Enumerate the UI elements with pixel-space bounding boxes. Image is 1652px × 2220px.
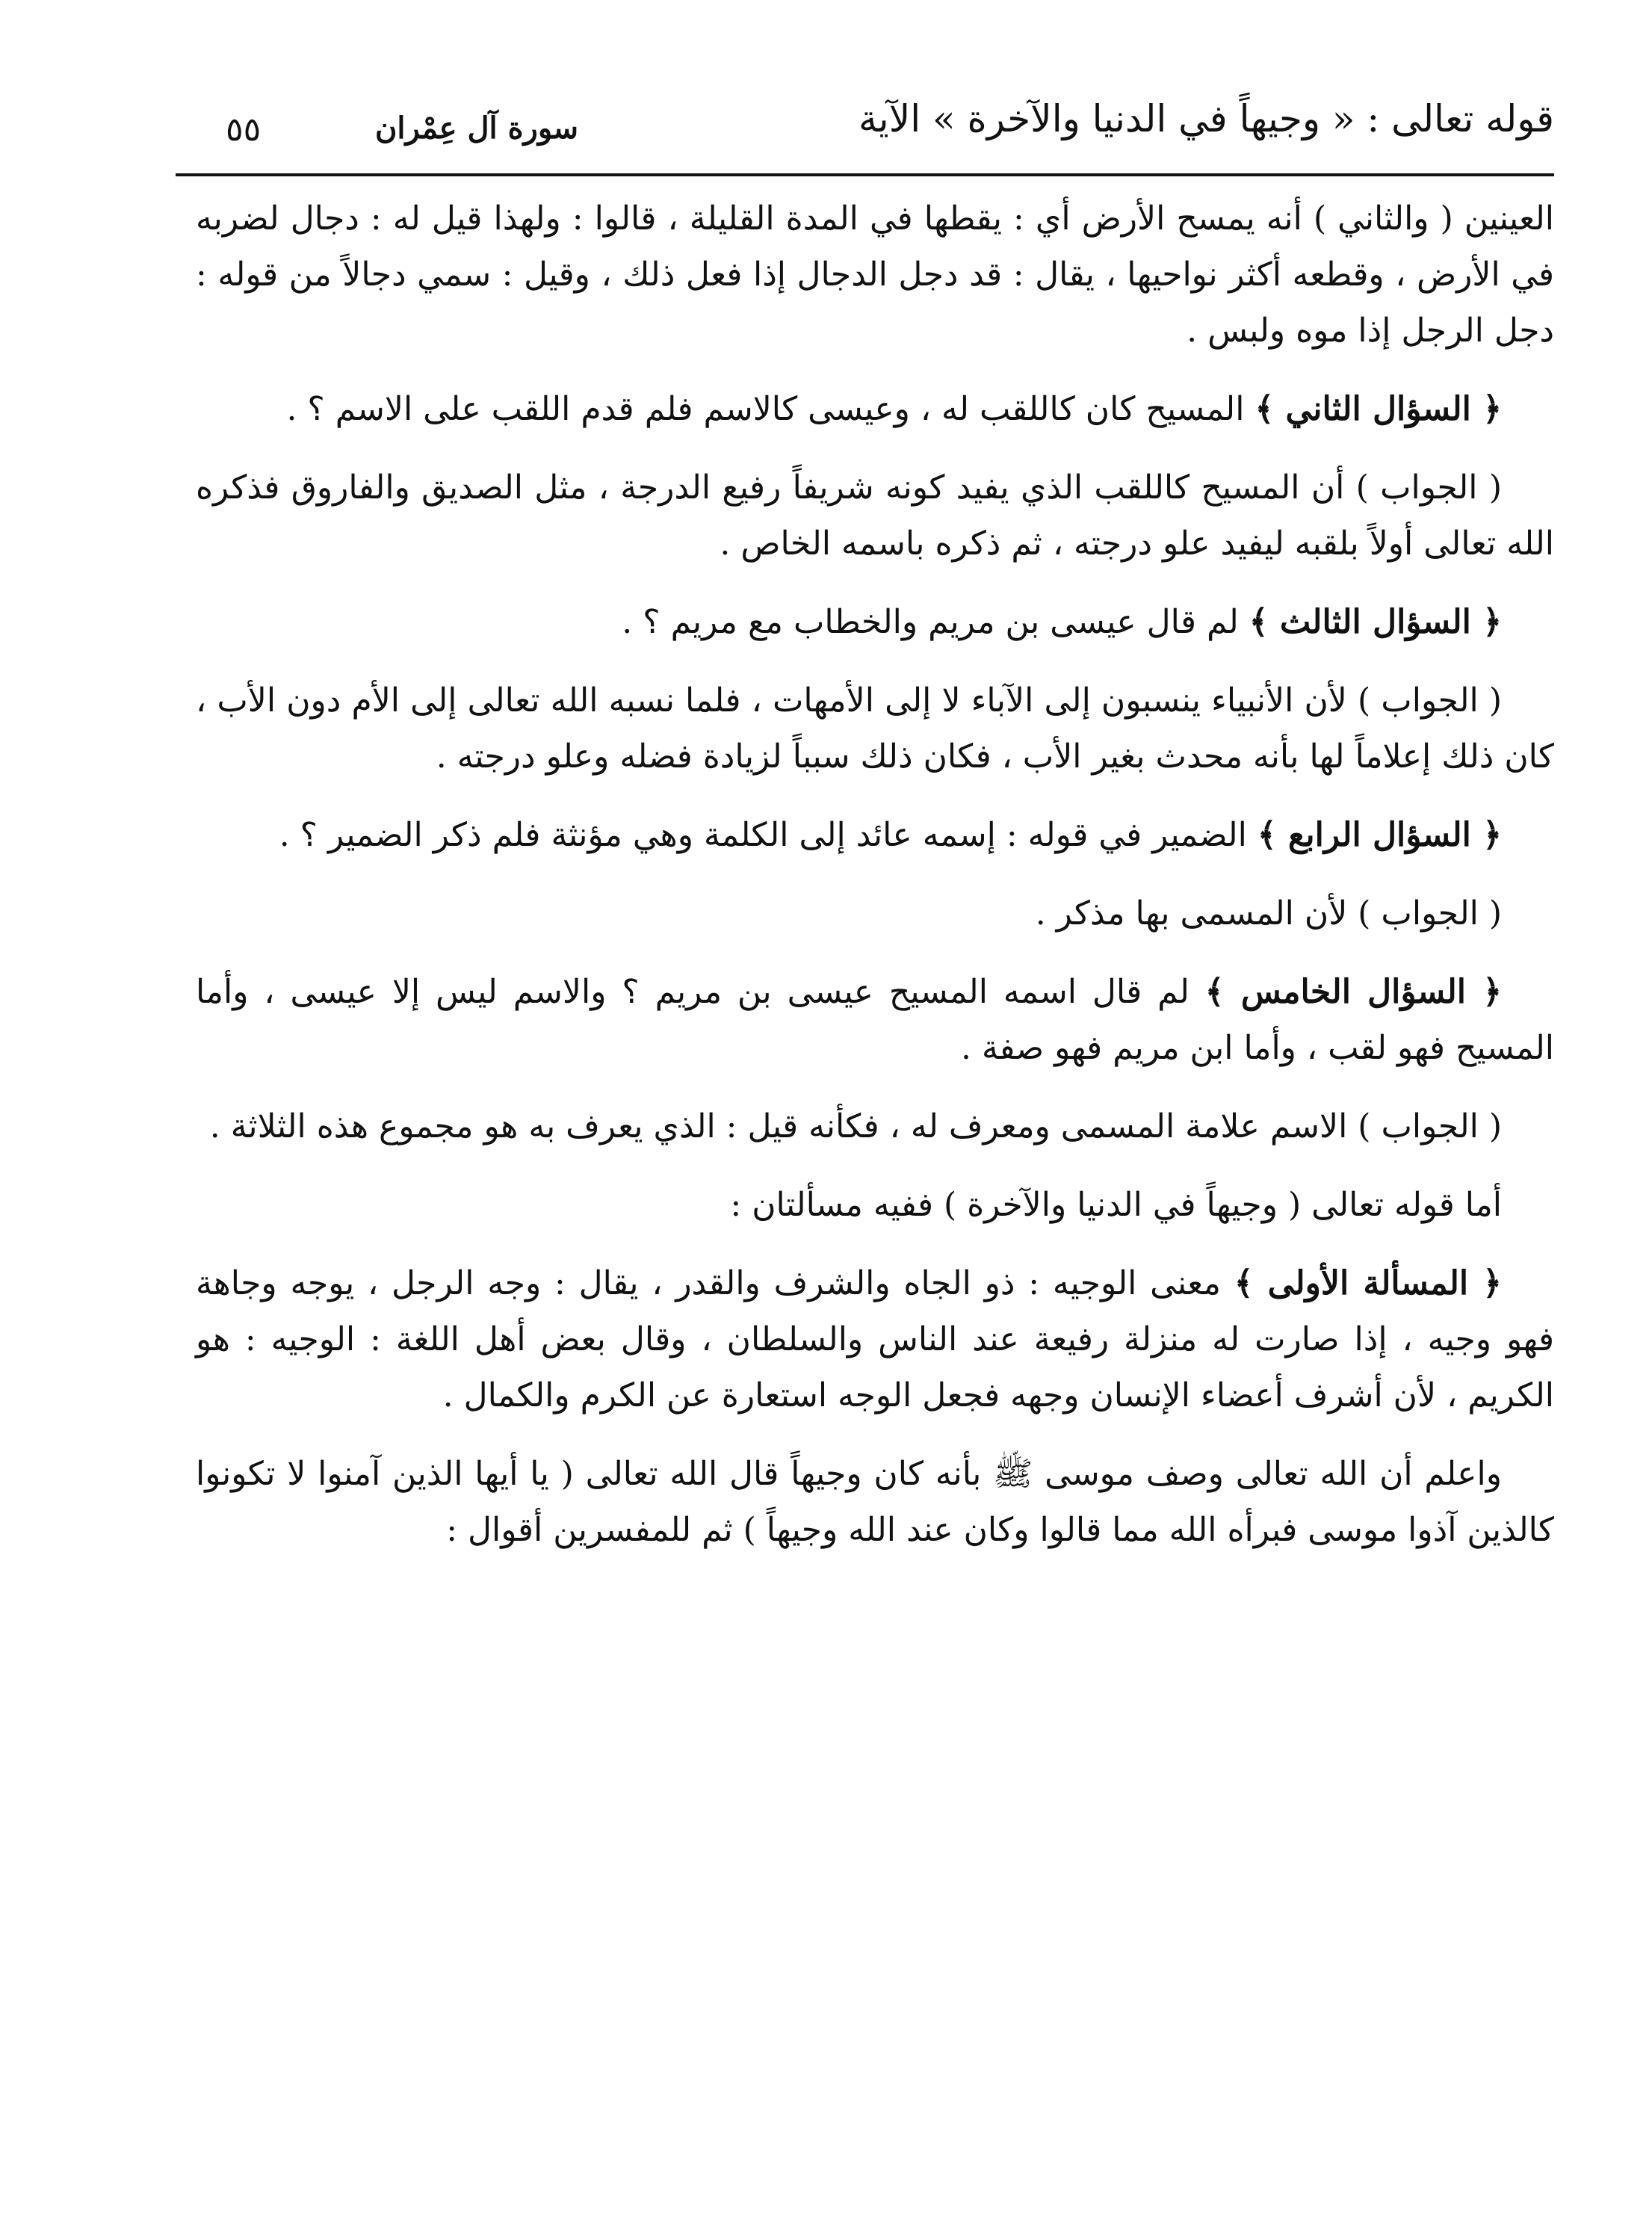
question-5-paragraph xyxy=(196,964,1554,1076)
paragraph-text: ( الجواب ) لأن المسمى بها مذكر . xyxy=(1035,894,1502,933)
answer-4-paragraph xyxy=(196,885,1554,942)
paragraph-1 xyxy=(196,191,1554,359)
paragraph-text: العينين ( والثاني ) أنه يمسح الأرض أي : يقطها في المدة القليلة ، قالوا : ولهذا قيل له : دجال لضربه في الأرض ، وقطعه أكثر نواحيها ، يقال : قد دجل الدجال إذا فعل ذلك ، وقيل : سمي دجالاً من قوله : دجل الرجل إذا موه ولبس . xyxy=(196,200,1554,350)
paragraph-text: ( الجواب ) أن المسيح كاللقب الذي يفيد كونه شريفاً رفيع الدرجة ، مثل الصديق والفاروق فذكره الله تعالى أولاً بلقبه ليفيد علو درجته ، ثم ذكره باسمه الخاص . xyxy=(196,469,1554,563)
paragraph-text: ( الجواب ) الاسم علامة المسمى ومعرف له ، فكأنه قيل : الذي يعرف به هو مجموع هذه الثلاثة . xyxy=(209,1107,1502,1145)
closing-paragraph xyxy=(196,1446,1554,1558)
header-surah-name: سورة آل عِمْران xyxy=(375,111,579,146)
verse-intro-paragraph xyxy=(196,1177,1554,1233)
paragraph-text: أما قوله تعالى ( وجيهاً في الدنيا والآخرة ) ففيه مسألتان : xyxy=(730,1186,1502,1224)
paragraph-text: لم قال عيسى بن مريم والخطاب مع مريم ؟ . xyxy=(622,603,1239,641)
question-label: ﴿ السؤال الرابع ﴾ xyxy=(1257,816,1502,854)
page-number: ٥٥ xyxy=(226,111,262,149)
running-header xyxy=(196,90,1554,172)
answer-3-paragraph xyxy=(196,673,1554,785)
question-label: ﴿ السؤال الثالث ﴾ xyxy=(1249,603,1502,641)
header-divider xyxy=(176,173,1554,176)
issue-1-paragraph xyxy=(196,1255,1554,1423)
question-2-paragraph xyxy=(196,381,1554,437)
question-label: ﴿ السؤال الثاني ﴾ xyxy=(1255,390,1502,428)
paragraph-text: واعلم أن الله تعالى وصف موسى ﷺ بأنه كان وجيهاً قال الله تعالى ( يا أيها الذين آمنوا لا تكونوا كالذين آذوا موسى فبرأه الله مما قالوا وكان عند الله وجيهاً ) ثم للمفسرين أقوال : xyxy=(196,1455,1554,1549)
answer-5-paragraph xyxy=(196,1098,1554,1154)
header-title: قوله تعالى : « وجيهاً في الدنيا والآخرة » الآية xyxy=(858,97,1554,140)
answer-2-paragraph xyxy=(196,460,1554,572)
paragraph-text: لم قال اسمه المسيح عيسى بن مريم ؟ والاسم ليس إلا عيسى ، وأما المسيح فهو لقب ، وأما ابن مريم فهو صفة . xyxy=(196,973,1554,1067)
paragraph-text: معنى الوجيه : ذو الجاه والشرف والقدر ، يقال : وجه الرجل ، يوجه وجاهة فهو وجيه ، إذا صارت له منزلة رفيعة عند الناس والسلطان ، وقال بعض أهل اللغة : الوجيه : هو الكريم ، لأن أشرف أعضاء الإنسان وجهه فجعل الوجه استعارة عن الكرم والكمال . xyxy=(196,1264,1554,1414)
paragraph-text: ( الجواب ) لأن الأنبياء ينسبون إلى الآباء لا إلى الأمهات ، فلما نسبه الله تعالى إلى الأم دون الأب ، كان ذلك إعلاماً لها بأنه محدث بغير الأب ، فكان ذلك سبباً لزيادة فضله وعلو درجته . xyxy=(196,681,1554,776)
question-label: ﴿ السؤال الخامس ﴾ xyxy=(1204,973,1502,1011)
issue-label: ﴿ المسألة الأولى ﴾ xyxy=(1234,1264,1502,1302)
paragraph-text: الضمير في قوله : إسمه عائد إلى الكلمة وهي مؤنثة فلم ذكر الضمير ؟ . xyxy=(279,816,1247,854)
paragraph-text: المسيح كان كاللقب له ، وعيسى كالاسم فلم قدم اللقب على الاسم ؟ . xyxy=(286,390,1245,428)
body-text xyxy=(196,191,1554,1580)
question-4-paragraph xyxy=(196,807,1554,863)
question-3-paragraph xyxy=(196,594,1554,650)
